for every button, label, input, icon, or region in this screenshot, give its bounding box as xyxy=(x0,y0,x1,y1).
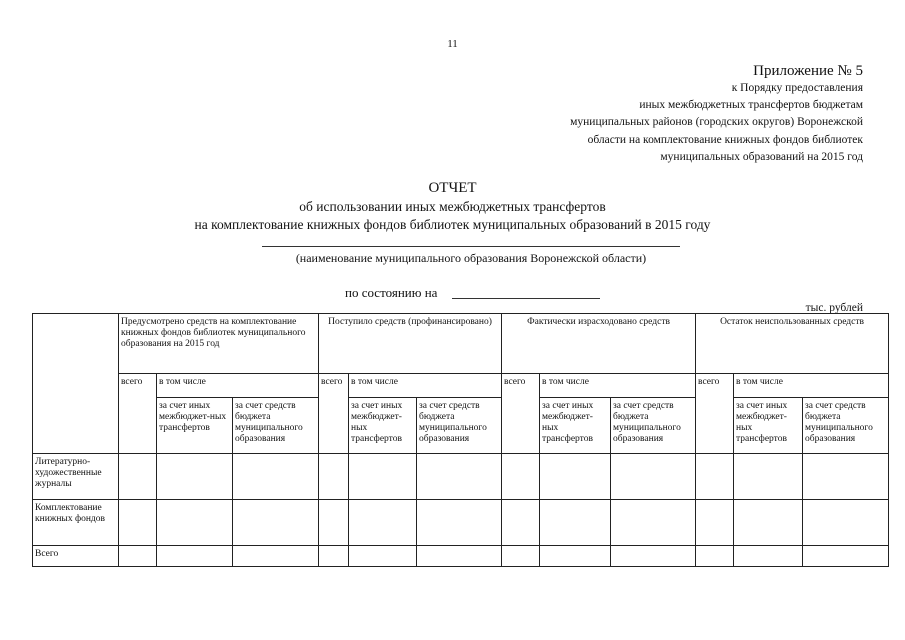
appendix-line: к Порядку предоставления xyxy=(731,82,863,94)
header-transfers: за счет иных межбюджет-ных трансфертов xyxy=(349,398,417,454)
report-subtitle: об использовании иных межбюджетных трансфертов xyxy=(299,199,606,214)
data-cell[interactable] xyxy=(803,546,889,567)
data-cell[interactable] xyxy=(417,500,502,546)
row-label: Всего xyxy=(33,546,119,567)
report-table xyxy=(32,313,889,567)
data-cell[interactable] xyxy=(319,454,349,500)
data-cell[interactable] xyxy=(502,500,540,546)
data-cell[interactable] xyxy=(611,500,696,546)
data-cell[interactable] xyxy=(319,546,349,567)
table-row xyxy=(33,546,889,567)
data-cell[interactable] xyxy=(540,546,611,567)
data-cell[interactable] xyxy=(157,546,233,567)
appendix-line: иных межбюджетных трансфертов бюджетам xyxy=(639,99,863,112)
header-group-spent: Фактически израсходовано средств xyxy=(502,314,696,374)
data-cell[interactable] xyxy=(157,500,233,546)
data-cell[interactable] xyxy=(611,546,696,567)
data-cell[interactable] xyxy=(233,500,319,546)
municipality-name-caption: (наименование муниципального образования Воронежской области) xyxy=(295,251,647,265)
header-including: в том числе xyxy=(349,374,502,398)
data-cell[interactable] xyxy=(540,454,611,500)
data-cell[interactable] xyxy=(233,546,319,567)
data-cell[interactable] xyxy=(349,500,417,546)
data-cell[interactable] xyxy=(611,454,696,500)
header-total: всего xyxy=(502,374,540,454)
data-cell[interactable] xyxy=(540,500,611,546)
data-cell[interactable] xyxy=(349,454,417,500)
data-cell[interactable] xyxy=(417,546,502,567)
data-cell[interactable] xyxy=(319,500,349,546)
appendix-line: муниципальных образований на 2015 год xyxy=(660,150,863,163)
appendix-line: муниципальных районов (городских округов) Воронежской xyxy=(570,116,863,129)
header-total: всего xyxy=(119,374,157,454)
report-title: ОТЧЕТ xyxy=(428,180,477,196)
appendix-line: области на комплектование книжных фондов библиотек xyxy=(587,133,863,146)
header-corner-cell xyxy=(33,314,119,454)
header-group-remainder: Остаток неиспользованных средств xyxy=(696,314,889,374)
data-cell[interactable] xyxy=(803,500,889,546)
page-number: 11 xyxy=(447,38,458,50)
header-transfers: за счет иных межбюджет-ных трансфертов xyxy=(734,398,803,454)
data-cell[interactable] xyxy=(349,546,417,567)
table-row xyxy=(33,500,889,546)
as-of-date-line[interactable] xyxy=(452,298,600,299)
table-row xyxy=(33,454,889,500)
row-label: Комплектование книжных фондов xyxy=(33,500,119,546)
as-of-label: по состоянию на xyxy=(345,285,438,300)
header-group-planned: Предусмотрено средств на комплектование книжных фондов библиотек муниципального образования на 2015 год xyxy=(119,314,319,374)
municipality-name-line[interactable] xyxy=(262,246,680,247)
data-cell[interactable] xyxy=(734,546,803,567)
header-including: в том числе xyxy=(734,374,889,398)
data-cell[interactable] xyxy=(696,454,734,500)
header-group-received: Поступило средств (профинансировано) xyxy=(319,314,502,374)
header-row-sources xyxy=(33,398,889,454)
data-cell[interactable] xyxy=(417,454,502,500)
data-cell[interactable] xyxy=(157,454,233,500)
row-label: Литературно-художественные журналы xyxy=(33,454,119,500)
data-cell[interactable] xyxy=(119,500,157,546)
data-cell[interactable] xyxy=(803,454,889,500)
header-municipal-budget: за счет средств бюджета муниципального образования xyxy=(233,398,319,454)
report-subtitle: на комплектование книжных фондов библиотек муниципальных образований в 2015 году xyxy=(194,217,711,232)
header-municipal-budget: за счет средств бюджета муниципального образования xyxy=(611,398,696,454)
header-row-totals xyxy=(33,374,889,398)
header-municipal-budget: за счет средств бюджета муниципального образования xyxy=(417,398,502,454)
data-cell[interactable] xyxy=(233,454,319,500)
header-municipal-budget: за счет средств бюджета муниципального образования xyxy=(803,398,889,454)
header-transfers: за счет иных межбюджет-ных трансфертов xyxy=(157,398,233,454)
data-cell[interactable] xyxy=(502,454,540,500)
header-transfers: за счет иных межбюджет-ных трансфертов xyxy=(540,398,611,454)
header-total: всего xyxy=(696,374,734,454)
data-cell[interactable] xyxy=(119,546,157,567)
appendix-title: Приложение № 5 xyxy=(753,63,863,79)
data-cell[interactable] xyxy=(734,454,803,500)
data-cell[interactable] xyxy=(502,546,540,567)
header-including: в том числе xyxy=(540,374,696,398)
appendix-block xyxy=(570,62,863,166)
header-row-groups xyxy=(33,314,889,374)
header-including: в том числе xyxy=(157,374,319,398)
units-label: тыс. рублей xyxy=(805,302,863,314)
data-cell[interactable] xyxy=(696,546,734,567)
data-cell[interactable] xyxy=(119,454,157,500)
data-cell[interactable] xyxy=(734,500,803,546)
data-cell[interactable] xyxy=(696,500,734,546)
header-total: всего xyxy=(319,374,349,454)
